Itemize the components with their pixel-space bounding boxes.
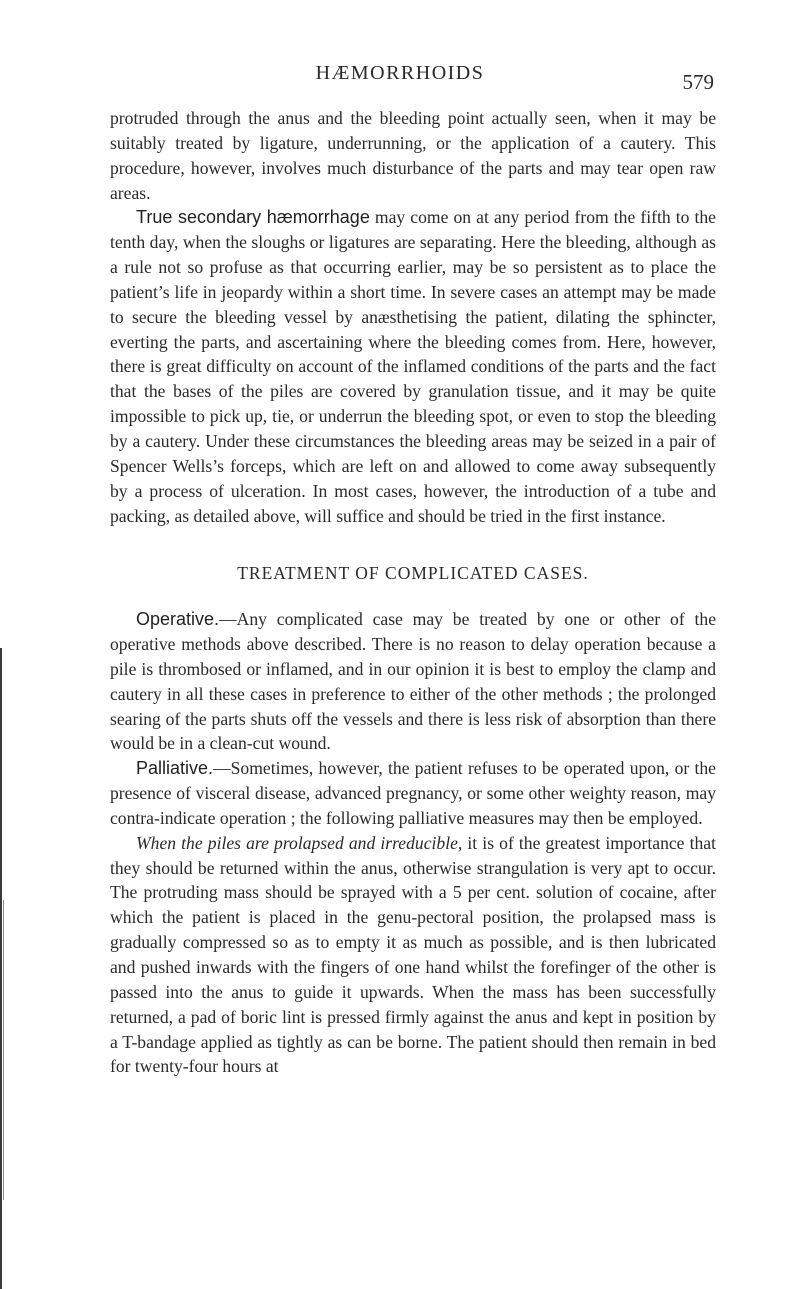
page-header bbox=[0, 62, 800, 92]
run-in-heading: True secondary hæmorrhage bbox=[136, 207, 370, 228]
section-title: TREATMENT OF COMPLICATED CASES. bbox=[237, 563, 589, 584]
page-body bbox=[110, 106, 716, 1079]
paragraph-text: may come on at any period from the fifth to the tenth day, when the sloughs or ligatures are separating. Here the bleeding, although as a rule not so profuse as that occurring earlier, may be so persistent as to place the patient’s life in jeopardy within a short time. In severe cases an attempt may be made to secure the bleeding vessel by anæsthetising the patient, dilating the sphincter, everting the parts, and ascertaining where the bleeding comes from. Here, however, there is great difficulty on account of the inflamed conditions of the parts and the fact that the bases of the piles are covered by granulation tissue, and it may be quite impossible to pick up, tie, or underrun the bleeding spot, or even to stop the bleeding by a cautery. Under these circumstances the bleeding areas may be seized in a pair of Spencer Wells’s forceps, which are left on and allowed to come away subsequently by a process of ulceration. In most cases, however, the introduction of a tube and packing, as detailed above, will suffice and should be tried in the first instance. bbox=[110, 207, 716, 526]
paragraph-text: it is of the greatest importance that they should be returned within the anus, otherwise strangulation is very apt to occur. The protruding mass should be sprayed with a 5 per cent. solution of cocaine, after which the patient is placed in the genu-pectoral position, the prolapsed mass is gradually compressed so as to empty it as much as possible, and is then lubricated and pushed inwards with the fingers of one hand whilst the forefinger of the other is passed into the anus to guide it upwards. When the mass has been successfully returned, a pad of boric lint is pressed firmly against the anus and kept in position by a T-bandage applied as tightly as can be borne. The patient should then remain in bed for twenty-four hours at bbox=[110, 832, 716, 1077]
paragraph-text: protruded through the anus and the bleeding point actually seen, when it may be suitably treated by ligature, underrunning, or the application of a cautery. This procedure, however, involves much disturbance of the parts and may tear open raw areas. bbox=[110, 108, 716, 203]
scan-edge-line-secondary bbox=[3, 900, 4, 1200]
paragraph-operative bbox=[110, 607, 716, 756]
paragraph-prolapsed bbox=[110, 831, 716, 1079]
running-head: HÆMORRHOIDS bbox=[315, 62, 485, 84]
paragraph-palliative bbox=[110, 756, 716, 831]
run-in-heading: Palliative. bbox=[136, 758, 214, 779]
run-in-heading: Operative. bbox=[136, 609, 220, 630]
page-number: 579 bbox=[682, 70, 714, 94]
paragraph-text: —Any complicated case may be treated by one or other of the operative methods above described. There is no reason to delay operation because a pile is thrombosed or inflamed, and in our opinion it is best to employ the clamp and cautery in all these cases in preference to either of the other methods ; the prolonged searing of the parts shuts off the vessels and there is less risk of absorption than there would be in a clean-cut wound. bbox=[110, 609, 716, 754]
paragraph-text: —Sometimes, however, the patient refuses to be operated upon, or the presence of visceral disease, advanced pregnancy, or some other weighty reason, may contra-indicate operation ; the following palliative measures may then be employed. bbox=[110, 758, 716, 828]
paragraph-secondary-haemorrhage bbox=[110, 205, 716, 528]
paragraph-continued bbox=[110, 106, 716, 205]
scan-edge-line bbox=[0, 648, 2, 1289]
italic-phrase: When the piles are prolapsed and irreducible, bbox=[136, 832, 463, 853]
